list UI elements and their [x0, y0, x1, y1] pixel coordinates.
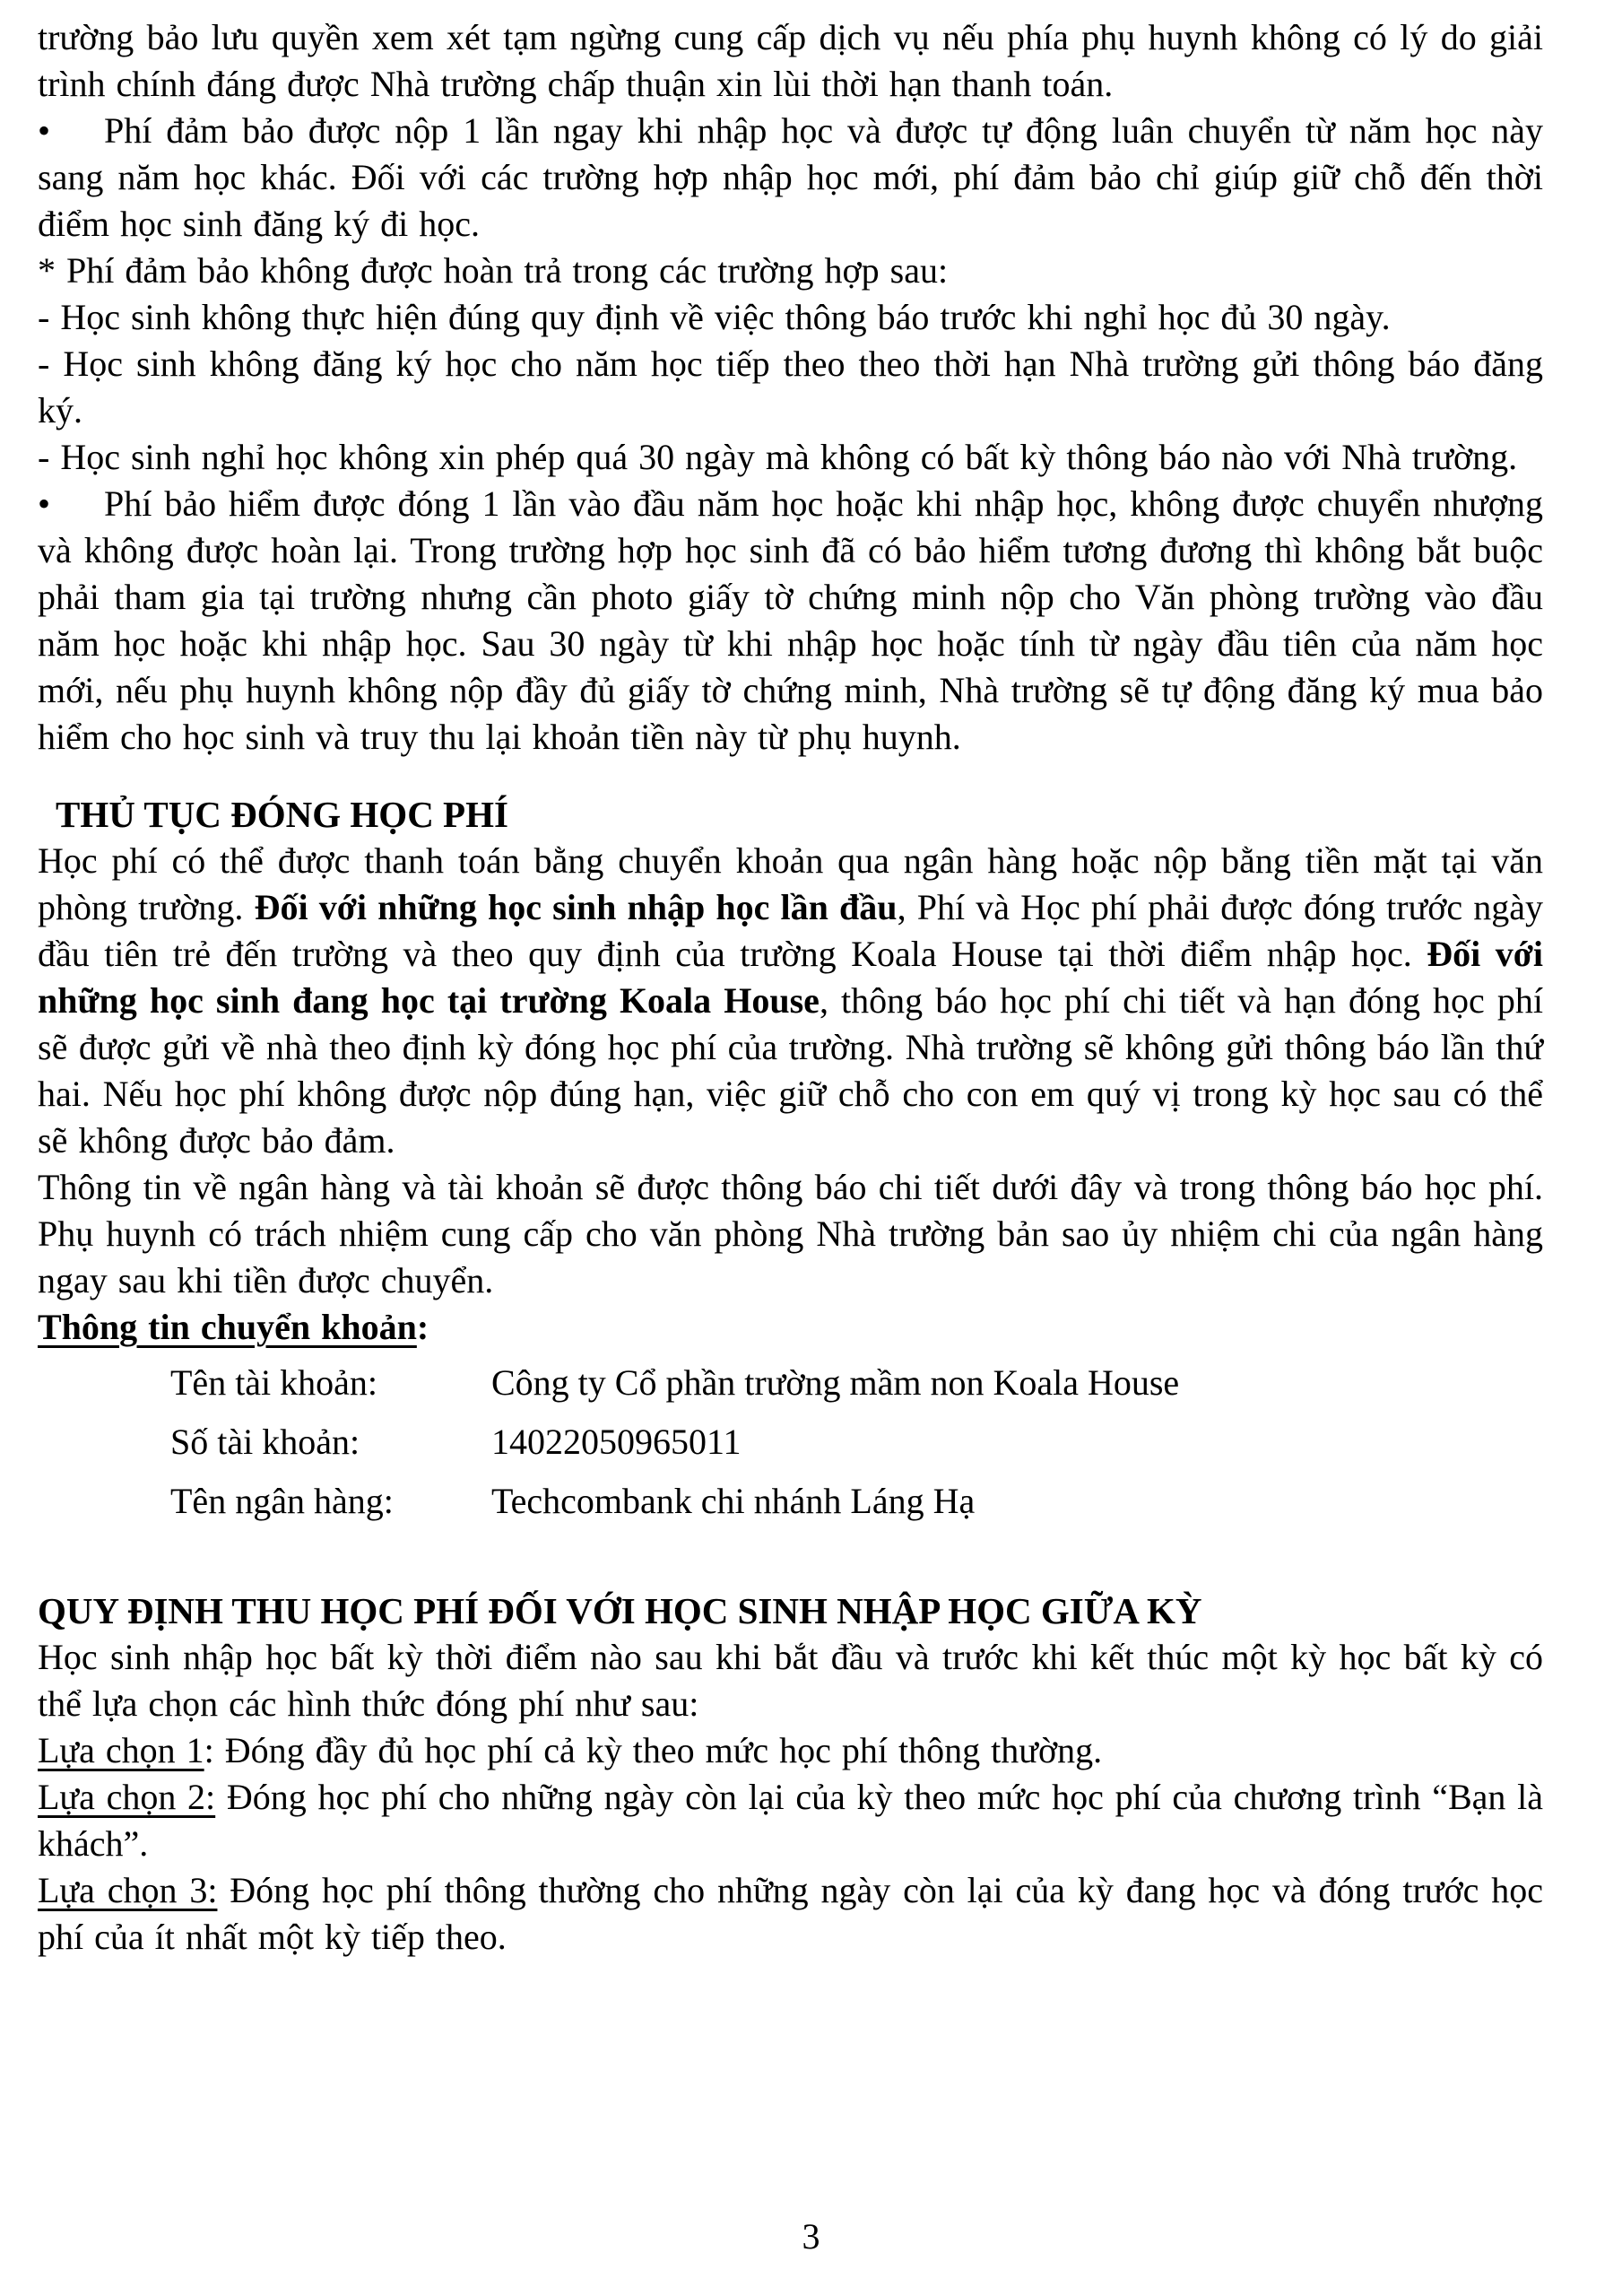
bullet-item-guarantee-fee [38, 108, 1543, 248]
transfer-info-label: Thông tin chuyển khoản [38, 1307, 417, 1347]
bullet-guarantee-text: Phí đảm bảo được nộp 1 lần ngay khi nhập học và được tự động luân chuyển từ năm học này sang năm học khác. Đối với các trường hợp nhập học mới, phí đảm bảo chỉ giúp giữ chỗ đến thời điểm học sinh đăng ký đi học. [38, 110, 1543, 244]
option-3-label: Lựa chọn 3: [38, 1870, 218, 1910]
bank-row-label: Tên tài khoản: [170, 1362, 378, 1403]
bank-row-account-name [170, 1360, 1543, 1406]
bullet-icon: • [38, 110, 51, 151]
option-2-label: Lựa chọn 2: [38, 1777, 216, 1817]
option-item-1 [38, 1727, 1543, 1774]
option-item-3 [38, 1867, 1543, 1961]
heading-payment-procedure: THỦ TỤC ĐÓNG HỌC PHÍ [56, 794, 508, 835]
dash-item-notice-30-days: - Học sinh không thực hiện đúng quy định về việc thông báo trước khi nghỉ học đủ 30 ngày. [38, 297, 1391, 337]
bank-info-table [170, 1360, 1543, 1525]
payment-seg5: , thông báo học phí chi tiết và hạn đóng học phí sẽ được gửi về nhà theo định kỳ đóng học phí của trường. Nhà trường sẽ không gửi thông báo lần thứ hai. Nếu học phí không được nộp đúng hạn, việc giữ chỗ cho con em quý vị trong kỳ học sau có thể sẽ không được bảo đảm. [38, 980, 1543, 1161]
payment-seg2-bold: Đối với những học sinh nhập học lần đầu [254, 887, 898, 927]
bullet-icon: • [38, 483, 51, 524]
bank-row-bank-name [170, 1478, 1543, 1525]
option-2-text: Đóng học phí cho những ngày còn lại của kỳ theo mức học phí của chương trình “Bạn là khách”. [38, 1777, 1543, 1864]
bullet-insurance-text: Phí bảo hiểm được đóng 1 lần vào đầu năm học hoặc khi nhập học, không được chuyển nhượng và không được hoàn lại. Trong trường hợp học sinh đã có bảo hiểm tương đương thì không bắt buộc phải tham gia tại trường nhưng cần photo giấy tờ chứng minh nộp cho Văn phòng trường vào đầu năm học hoặc khi nhập học. Sau 30 ngày từ khi nhập học hoặc tính từ ngày đầu tiên của năm học mới, nếu phụ huynh không nộp đầy đủ giấy tờ chứng minh, Nhà trường sẽ tự động đăng ký mua bảo hiểm cho học sinh và truy thu lại khoản tiền này từ phụ huynh. [38, 483, 1543, 757]
option-item-2 [38, 1774, 1543, 1867]
bank-row-value: Techcombank chi nhánh Láng Hạ [491, 1481, 976, 1521]
bank-row-value: Công ty Cổ phần trường mầm non Koala House [491, 1362, 1180, 1403]
option-1-text: : Đóng đầy đủ học phí cả kỳ theo mức học phí thông thường. [204, 1730, 1103, 1770]
payment-seg3: , Phí và Học phí phải được đóng trước ngày đầu tiên trẻ đến trường và theo quy định của trường Koala House tại thời điểm nhập học. [38, 887, 1544, 974]
para-carryover: trường bảo lưu quyền xem xét tạm ngừng cung cấp dịch vụ nếu phía phụ huynh không có lý do giải trình chính đáng được Nhà trường chấp thuận xin lùi thời hạn thanh toán. [38, 17, 1543, 104]
document-content [38, 14, 1543, 1961]
bank-row-label: Tên ngân hàng: [170, 1481, 394, 1521]
para-bank-notice: Thông tin về ngân hàng và tài khoản sẽ được thông báo chi tiết dưới đây và trong thông báo học phí. Phụ huynh có trách nhiệm cung cấp cho văn phòng Nhà trường bản sao ủy nhiệm chi của ngân hàng ngay sau khi tiền được chuyển. [38, 1167, 1543, 1300]
bank-row-label: Số tài khoản: [170, 1422, 360, 1462]
dash-item-absence-30-days: - Học sinh nghỉ học không xin phép quá 30 ngày mà không có bất kỳ thông báo nào với Nhà trường. [38, 437, 1518, 477]
bullet-item-insurance-fee [38, 481, 1543, 761]
para-payment [38, 838, 1543, 1164]
dash-item-no-registration: - Học sinh không đăng ký học cho năm học tiếp theo theo thời hạn Nhà trường gửi thông báo đăng ký. [38, 344, 1543, 430]
page-number: 3 [802, 2216, 820, 2257]
star-note: * Phí đảm bảo không được hoàn trả trong các trường hợp sau: [38, 250, 949, 291]
payment-seg4-bold: Đối với những học sinh đang học tại trường Koala House [38, 934, 1543, 1021]
para-midterm-intro: Học sinh nhập học bất kỳ thời điểm nào sau khi bắt đầu và trước khi kết thúc một kỳ học bất kỳ có thể lựa chọn các hình thức đóng phí như sau: [38, 1637, 1543, 1724]
bank-row-account-number [170, 1419, 1543, 1465]
option-1-label: Lựa chọn 1 [38, 1730, 204, 1770]
heading-midterm-policy: QUY ĐỊNH THU HỌC PHÍ ĐỐI VỚI HỌC SINH NHẬP HỌC GIỮA KỲ [38, 1590, 1202, 1631]
bank-row-value: 14022050965011 [491, 1422, 742, 1462]
transfer-info-colon: : [416, 1307, 429, 1347]
transfer-info-heading [38, 1304, 1543, 1351]
option-3-text: Đóng học phí thông thường cho những ngày còn lại của kỳ đang học và đóng trước học phí của ít nhất một kỳ tiếp theo. [38, 1870, 1544, 1957]
payment-seg1: Học phí có thể được thanh toán bằng chuyển khoản qua ngân hàng hoặc nộp bằng tiền mặt tại văn phòng trường. [38, 840, 1543, 927]
